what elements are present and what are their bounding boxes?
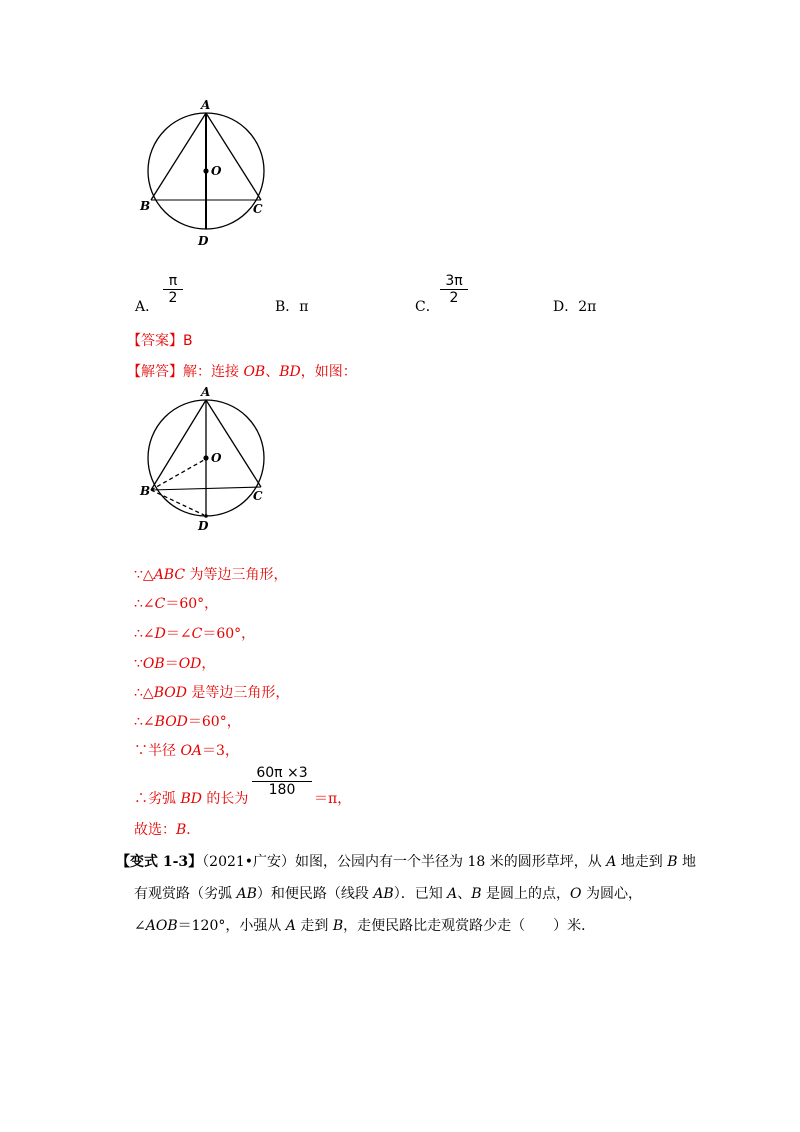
solution-intro-text: 解：连接 <box>183 364 244 380</box>
label-o: O <box>211 451 222 465</box>
step-text: ∴劣弧 <box>134 791 181 807</box>
variant-text: 走到 <box>295 918 333 934</box>
step-text: ＝60°， <box>202 626 256 642</box>
segment-ob: OB <box>243 364 266 380</box>
point-a: A <box>606 854 617 870</box>
angle-c: C <box>154 596 166 612</box>
point-d <box>204 514 208 518</box>
step-text: ＝∠ <box>165 626 192 642</box>
triangle-bod: BOD <box>153 685 187 701</box>
step-text: ∴∠ <box>134 596 155 612</box>
step-5 <box>134 682 289 702</box>
angle-c: C <box>191 626 203 642</box>
variant-text: 、 <box>457 886 472 902</box>
fraction-numerator: 60π ×3 <box>256 765 308 781</box>
segment-ab: AB <box>373 886 394 902</box>
option-c-numerator: 3π <box>445 273 463 289</box>
step-text: ＝60°， <box>187 714 241 730</box>
option-a-label: A． <box>135 299 160 315</box>
option-d[interactable] <box>553 296 596 316</box>
option-c-label: C． <box>415 299 440 315</box>
point-a: A <box>285 918 296 934</box>
chord-ab <box>151 400 206 490</box>
answer-tag: 【答案】 <box>127 333 183 349</box>
choice-b: B <box>176 822 187 838</box>
step-text: ＝π， <box>314 791 352 807</box>
step-text: ＝3， <box>202 743 239 759</box>
circle-figure-1 <box>135 95 280 250</box>
label-o: O <box>211 164 222 178</box>
chord-ab <box>151 113 206 200</box>
solution-intro <box>127 361 357 381</box>
fraction-denominator: 180 <box>268 782 296 798</box>
chord-ac <box>206 400 261 487</box>
step-text: 故选： <box>134 822 176 838</box>
label-d: D <box>198 234 209 248</box>
chord-ac <box>206 113 261 200</box>
arc-bd: BD <box>180 791 202 807</box>
step-4 <box>134 653 215 673</box>
option-c[interactable] <box>415 296 440 316</box>
label-d: D <box>198 519 209 533</box>
point-o: O <box>570 886 582 902</box>
step-text: ∵ <box>134 656 143 672</box>
point-b: B <box>332 918 344 934</box>
label-b: B <box>140 484 151 498</box>
option-d-label: D．2π <box>553 299 597 315</box>
variant-text: 地 <box>677 854 697 870</box>
step-text: ＝ <box>164 656 179 672</box>
step-6 <box>134 711 241 731</box>
triangle-abc: ABC <box>153 567 186 583</box>
variant-text: 地走到 <box>616 854 668 870</box>
step-text: ∴∠ <box>134 714 155 730</box>
variant-text: ＝120°，小强从 <box>177 918 286 934</box>
variant-text: 是圆上的点， <box>481 886 571 902</box>
step-7 <box>134 740 239 760</box>
option-a-denominator: 2 <box>168 290 178 306</box>
option-a[interactable] <box>135 296 159 316</box>
step-2 <box>134 593 218 613</box>
option-b-label: B．π <box>275 299 309 315</box>
step-text: ∵△ <box>134 567 154 583</box>
step-text: ∵半径 <box>134 743 181 759</box>
variant-line-1 <box>116 851 696 871</box>
segment-bd: BD <box>279 364 301 380</box>
solution-tag: 【解答】 <box>127 364 183 380</box>
option-a-numerator: π <box>168 273 178 289</box>
center-point <box>203 168 208 173</box>
variant-tag: 【变式 1-3】 <box>116 854 203 870</box>
label-a: A <box>201 98 211 112</box>
angle-bod: BOD <box>154 714 188 730</box>
point-b: B <box>667 854 678 870</box>
radius-oa: OA <box>180 743 203 759</box>
angle-aob: AOB <box>145 918 178 934</box>
solution-intro-end: ，如图： <box>300 364 357 380</box>
option-a-fraction <box>163 273 183 306</box>
step-text: ∴△ <box>134 685 154 701</box>
option-c-fraction <box>440 273 468 306</box>
step-text: ， <box>201 656 216 672</box>
variant-line-3 <box>134 915 595 935</box>
step-text: ． <box>186 822 201 838</box>
variant-text: ）．已知 <box>393 886 448 902</box>
point-b: B <box>471 886 482 902</box>
step-8-result <box>314 788 351 808</box>
dashed-bd <box>151 490 204 515</box>
step-text: 为等边三角形， <box>185 567 288 583</box>
label-c: C <box>253 489 263 503</box>
arc-length-fraction <box>252 765 312 798</box>
variant-text: ∠ <box>134 918 146 934</box>
dashed-ob <box>151 460 204 490</box>
option-b[interactable] <box>275 296 309 316</box>
variant-text: ，走便民路比走观赏路少走（ ）米． <box>343 918 596 934</box>
separator: 、 <box>265 364 280 380</box>
step-text: ∴∠ <box>134 626 155 642</box>
variant-text: ）和便民路（线段 <box>256 886 374 902</box>
center-point <box>203 455 208 460</box>
segment-od: OD <box>178 656 202 672</box>
step-9 <box>134 819 200 839</box>
segment-ob: OB <box>142 656 165 672</box>
step-text: 是等边三角形， <box>186 685 290 701</box>
variant-text: 为圆心， <box>581 886 642 902</box>
label-b: B <box>140 199 151 213</box>
point-a: A <box>447 886 458 902</box>
variant-text: 有观赏路（劣弧 <box>134 886 237 902</box>
answer-line <box>127 330 193 350</box>
circle-figure-2 <box>135 382 280 537</box>
step-8 <box>134 788 248 808</box>
step-text: 的长为 <box>201 791 249 807</box>
step-3 <box>134 623 255 643</box>
label-a: A <box>201 385 211 399</box>
variant-line-2 <box>134 883 642 903</box>
option-c-denominator: 2 <box>449 290 459 306</box>
arc-ab: AB <box>236 886 257 902</box>
label-c: C <box>253 202 263 216</box>
answer-value: B <box>183 333 193 349</box>
variant-text: （2021•广安）如图，公园内有一个半径为 18 米的圆形草坪，从 <box>202 854 607 870</box>
angle-d: D <box>154 626 166 642</box>
step-1 <box>134 564 288 584</box>
step-text: ＝60°， <box>165 596 219 612</box>
